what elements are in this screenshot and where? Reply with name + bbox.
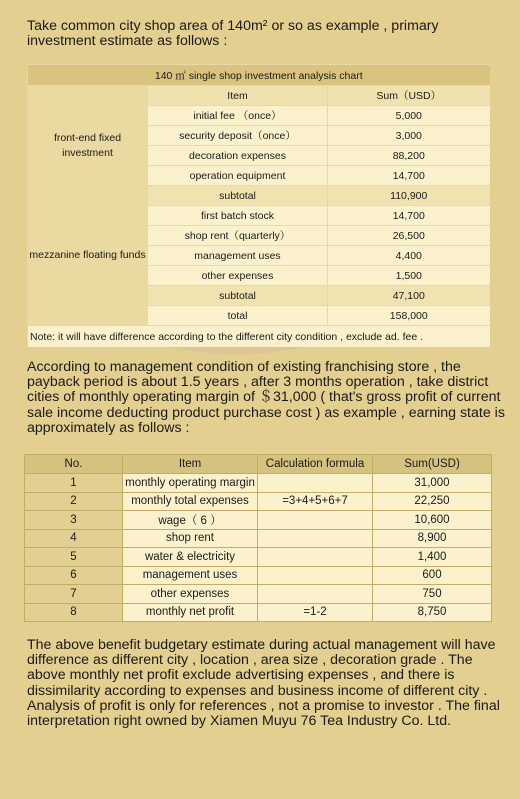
- row-sum: 88,200: [328, 146, 490, 166]
- row-formula: [258, 548, 373, 567]
- row-item: operation equipment: [148, 166, 328, 186]
- disclaimer-paragraph: The above benefit budgetary estimate during actual management will have difference as different city , location , area size , decoration grade . The above monthly net profit exclude advertising expenses , and there is dissimilarity according to expenses and business income of different city . Analysis of profit is only for references , not a promise to investor . The final interpretation right owned by Xiamen Muyu 76 Tea Industry Co. Ltd.: [27, 637, 500, 730]
- row-sum: 110,900: [328, 186, 490, 206]
- row-sum: 750: [373, 585, 492, 604]
- total-sum: 158,000: [328, 306, 490, 326]
- row-item: initial fee （once）: [148, 106, 328, 126]
- table-row: [25, 548, 492, 567]
- total-blank: [28, 306, 148, 326]
- col-header-no: No.: [25, 455, 123, 474]
- group-label-fixed: front-end fixed investment: [28, 86, 148, 206]
- table-row: [25, 511, 492, 530]
- row-sum: 14,700: [328, 206, 490, 226]
- row-item: wage（ 6 ）: [123, 511, 258, 530]
- row-no: 7: [25, 585, 123, 604]
- row-formula: [258, 566, 373, 585]
- row-no: 5: [25, 548, 123, 567]
- table-row: [25, 566, 492, 585]
- payback-paragraph: According to management condition of existing franchising store , the payback period is about 1.5 years , after 3 months operation , take district cities of monthly operating margin of ＄31,000 ( that's gross profit of current sale income deducting product purchase cost ) as example , earning state is approximately as follows :: [27, 359, 505, 436]
- col-header-item: Item: [123, 455, 258, 474]
- table-row: [25, 492, 492, 511]
- col-header-sum: Sum(USD): [373, 455, 492, 474]
- row-sum: 4,400: [328, 246, 490, 266]
- row-item: shop rent（quarterly）: [148, 226, 328, 246]
- col-header-sum: Sum（USD）: [328, 86, 490, 106]
- row-item: other expenses: [123, 585, 258, 604]
- row-item: management uses: [123, 566, 258, 585]
- row-sum: 1,400: [373, 548, 492, 567]
- row-sum: 8,900: [373, 529, 492, 548]
- row-formula: [258, 511, 373, 530]
- col-header-formula: Calculation formula: [258, 455, 373, 474]
- row-sum: 3,000: [328, 126, 490, 146]
- row-item: management uses: [148, 246, 328, 266]
- row-sum: 8,750: [373, 603, 492, 622]
- row-no: 4: [25, 529, 123, 548]
- row-sum: 47,100: [328, 286, 490, 306]
- row-sum: 22,250: [373, 492, 492, 511]
- table-row: [25, 474, 492, 493]
- row-sum: 14,700: [328, 166, 490, 186]
- row-no: 2: [25, 492, 123, 511]
- row-item: monthly total expenses: [123, 492, 258, 511]
- total-row: [28, 306, 490, 326]
- intro-paragraph: Take common city shop area of 140m² or so as example , primary investment estimate as follows :: [27, 18, 439, 50]
- earning-state-table: [24, 454, 492, 622]
- row-item: subtotal: [148, 286, 328, 306]
- row-formula: [258, 529, 373, 548]
- row-sum: 31,000: [373, 474, 492, 493]
- row-item: monthly operating margin: [123, 474, 258, 493]
- table-row: [25, 603, 492, 622]
- row-formula: [258, 474, 373, 493]
- row-no: 8: [25, 603, 123, 622]
- row-formula: =3+4+5+6+7: [258, 492, 373, 511]
- row-item: decoration expenses: [148, 146, 328, 166]
- row-sum: 1,500: [328, 266, 490, 286]
- investment-analysis-table: [27, 64, 490, 347]
- row-formula: =1-2: [258, 603, 373, 622]
- row-item: other expenses: [148, 266, 328, 286]
- row-item: monthly net profit: [123, 603, 258, 622]
- row-sum: 26,500: [328, 226, 490, 246]
- row-item: water & electricity: [123, 548, 258, 567]
- row-item: first batch stock: [148, 206, 328, 226]
- table-row: [25, 529, 492, 548]
- row-item: security deposit（once）: [148, 126, 328, 146]
- row-no: 6: [25, 566, 123, 585]
- row-sum: 5,000: [328, 106, 490, 126]
- total-label: total: [148, 306, 328, 326]
- col-header-item: Item: [148, 86, 328, 106]
- group-label-floating: mezzanine floating funds: [28, 206, 148, 306]
- table-row: [25, 585, 492, 604]
- row-item: shop rent: [123, 529, 258, 548]
- row-sum: 600: [373, 566, 492, 585]
- table-note: Note: it will have difference according to the different city condition , exclude ad. fee .: [28, 326, 490, 348]
- table-row: [28, 206, 490, 226]
- table-title: 140 ㎡ single shop investment analysis chart: [28, 65, 490, 86]
- row-no: 3: [25, 511, 123, 530]
- row-formula: [258, 585, 373, 604]
- row-no: 1: [25, 474, 123, 493]
- row-sum: 10,600: [373, 511, 492, 530]
- row-item: subtotal: [148, 186, 328, 206]
